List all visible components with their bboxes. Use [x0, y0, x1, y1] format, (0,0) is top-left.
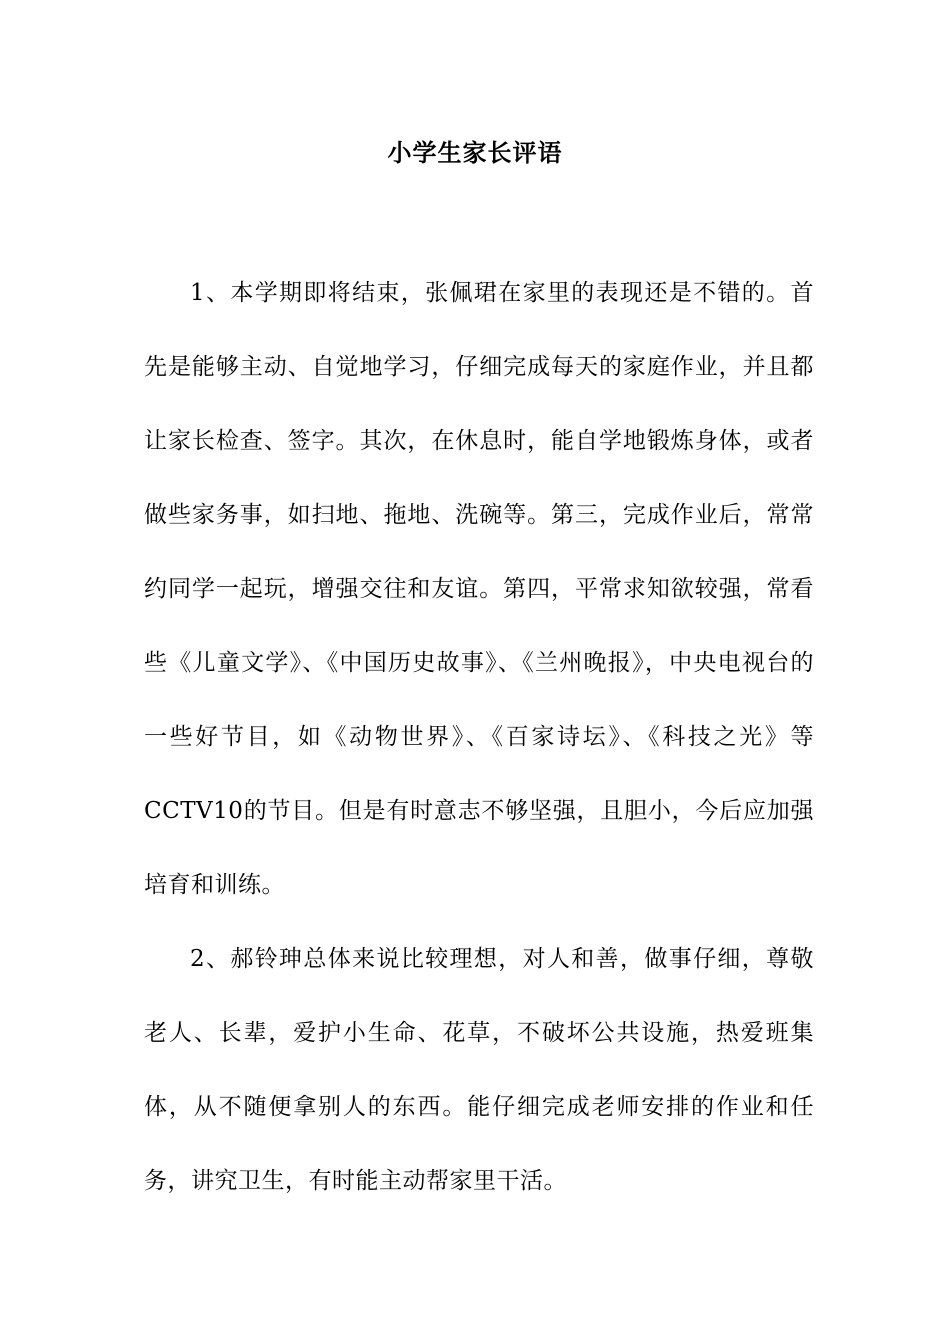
document-body: [144, 256, 814, 1218]
paragraph-2: 2、郝铃珅总体来说比较理想，对人和善，做事仔细，尊敬老人、长辈，爱护小生命、花草，不破坏公共设施，热爱班集体，从不随便拿别人的东西。能仔细完成老师安排的作业和任务，讲究卫生，有时能主动帮家里干活。: [144, 946, 814, 1194]
document-title: 小学生家长评语: [387, 138, 563, 167]
paragraph-1: 1、本学期即将结束，张佩珺在家里的表现还是不错的。首先是能够主动、自觉地学习，仔细完成每天的家庭作业，并且都让家长检查、签字。其次，在休息时，能自学地锻炼身体，或者做些家务事，如扫地、拖地、洗碗等。第三，完成作业后，常常约同学一起玩，增强交往和友谊。第四，平常求知欲较强，常看些《儿童文学》、《中国历史故事》、《兰州晚报》，中央电视台的一些好节目，如《动物世界》、《百家诗坛》、《科技之光》等CCTV10的节目。但是有时意志不够坚强，且胆小，今后应加强培育和训练。: [144, 280, 814, 898]
